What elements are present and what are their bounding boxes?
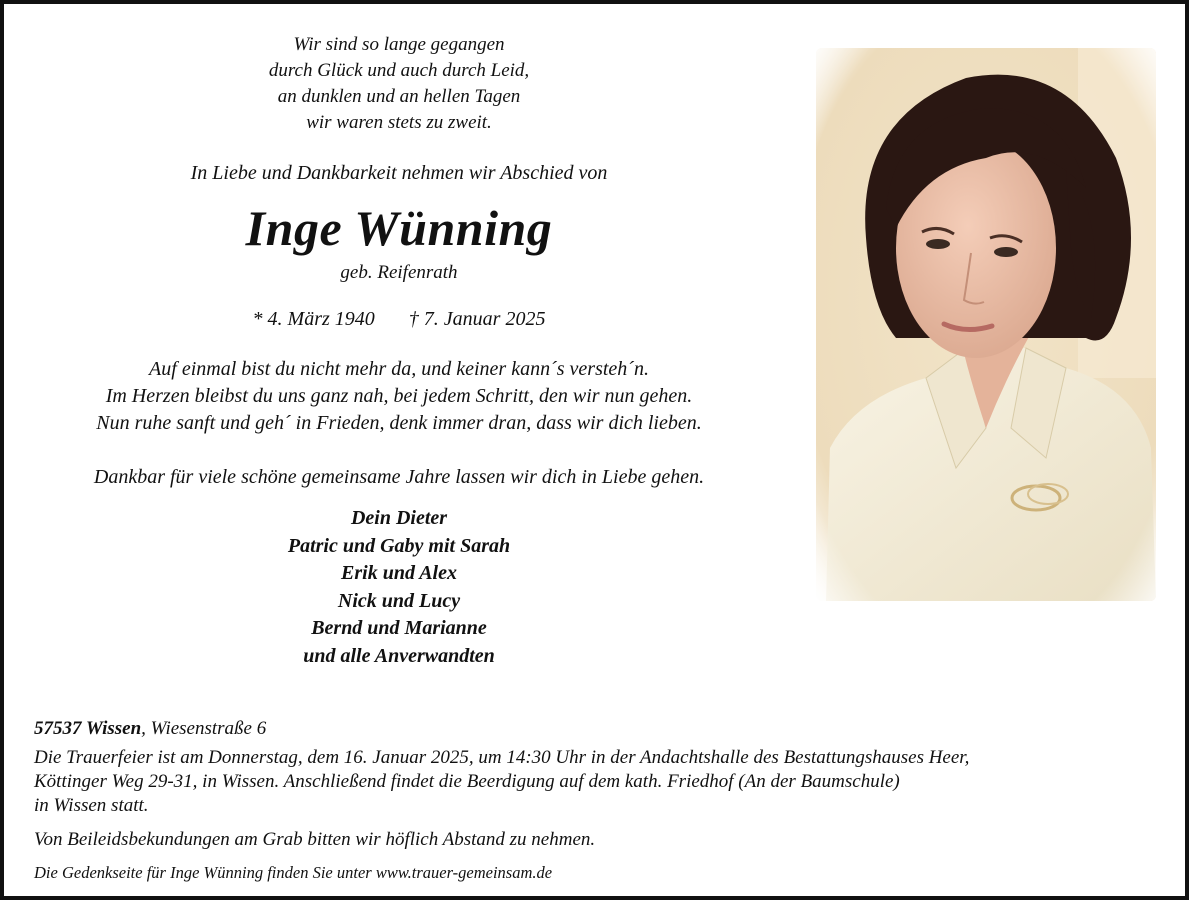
death-date: † 7. Januar 2025: [408, 308, 546, 330]
maiden-name: geb. Reifenrath: [340, 262, 458, 283]
memorial-page-note: Die Gedenkseite für Inge Wünning finden Sie unter www.trauer-gemeinsam.de: [34, 863, 553, 882]
poem-line: an dunklen und an hellen Tagen: [277, 86, 521, 107]
ceremony-line: in Wissen statt.: [34, 795, 149, 816]
verse-line: Nun ruhe sanft und geh´ in Frieden, denk immer dran, dass wir dich lieben.: [96, 412, 702, 434]
verse-line: Im Herzen bleibst du uns ganz nah, bei jedem Schritt, den wir nun gehen.: [105, 385, 693, 407]
verse-line: Auf einmal bist du nicht mehr da, und keiner kann´s versteh´n.: [149, 358, 649, 380]
family-member: Dein Dieter: [350, 507, 448, 529]
address: [34, 716, 1164, 742]
deceased-name: Inge Wünning: [245, 200, 553, 256]
thanks-text: Dankbar für viele schöne gemeinsame Jahre lassen wir dich in Liebe gehen.: [93, 466, 705, 488]
poem-line: durch Glück und auch durch Leid,: [268, 60, 530, 81]
family-member: Erik und Alex: [341, 562, 457, 584]
ceremony-line: Die Trauerfeier ist am Donnerstag, dem 16. Januar 2025, um 14:30 Uhr in der Andachtshalle des Bestattungshauses Heer,: [34, 747, 970, 768]
intro-text: In Liebe und Dankbarkeit nehmen wir Abschied von: [190, 162, 608, 184]
ceremony-details: [34, 746, 1164, 818]
ceremony-line: Köttinger Weg 29-31, in Wissen. Anschließend findet die Beerdigung auf dem kath. Friedhof (An der Baumschule): [34, 771, 900, 792]
address-street: , Wiesenstraße 6: [141, 718, 267, 739]
portrait-illustration: [816, 48, 1156, 601]
family-member: Bernd und Marianne: [311, 617, 487, 639]
poem-line: Wir sind so lange gegangen: [293, 34, 505, 55]
condolence-note: Von Beileidsbekundungen am Grab bitten wir höflich Abstand zu nehmen.: [34, 829, 596, 850]
life-dates: [14, 306, 784, 332]
family-member: und alle Anverwandten: [303, 644, 495, 667]
birth-date: * 4. März 1940: [252, 308, 375, 330]
poem: [14, 32, 784, 136]
service-information: [34, 716, 1164, 884]
address-city: 57537 Wissen: [34, 718, 142, 739]
family-member: Patric und Gaby mit Sarah: [287, 534, 511, 557]
family-member: Nick und Lucy: [337, 589, 461, 612]
family-list: [14, 505, 784, 670]
poem-line: wir waren stets zu zweit.: [306, 112, 492, 133]
verse: [14, 356, 784, 437]
portrait-photo: [816, 48, 1156, 601]
main-text-column: [14, 32, 784, 670]
